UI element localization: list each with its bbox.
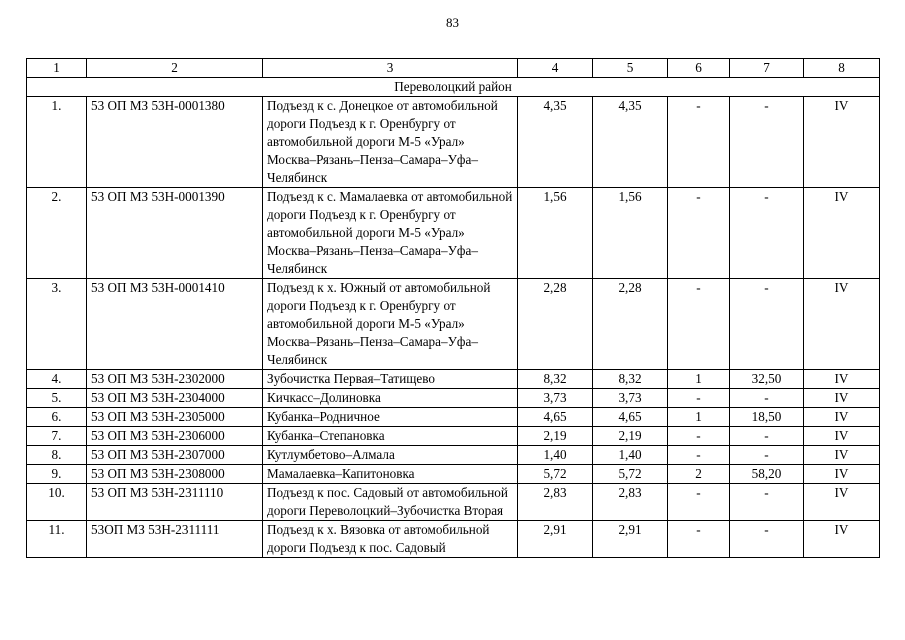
cell-col5: 2,28 bbox=[593, 279, 668, 370]
cell-col6: - bbox=[668, 97, 730, 188]
road-code: 53 ОП МЗ 53Н-2304000 bbox=[87, 389, 263, 408]
cell-col7: - bbox=[730, 427, 804, 446]
table-row bbox=[27, 370, 880, 389]
table-row bbox=[27, 427, 880, 446]
table-row bbox=[27, 521, 880, 558]
row-number: 8. bbox=[27, 446, 87, 465]
row-number: 11. bbox=[27, 521, 87, 558]
cell-col4: 3,73 bbox=[518, 389, 593, 408]
road-name: Мамалаевка–Капитоновка bbox=[263, 465, 518, 484]
row-number: 1. bbox=[27, 97, 87, 188]
cell-col4: 2,91 bbox=[518, 521, 593, 558]
cell-col5: 5,72 bbox=[593, 465, 668, 484]
row-number: 9. bbox=[27, 465, 87, 484]
cell-col8: IV bbox=[804, 521, 880, 558]
road-code: 53 ОП МЗ 53Н-2307000 bbox=[87, 446, 263, 465]
column-header: 8 bbox=[804, 59, 880, 78]
table-row bbox=[27, 446, 880, 465]
road-name: Кичкасс–Долиновка bbox=[263, 389, 518, 408]
cell-col7: 18,50 bbox=[730, 408, 804, 427]
page-number: 83 bbox=[446, 15, 459, 30]
cell-col6: - bbox=[668, 389, 730, 408]
row-number: 5. bbox=[27, 389, 87, 408]
road-code: 53ОП МЗ 53Н-2311111 bbox=[87, 521, 263, 558]
road-name: Подъезд к пос. Садовый от автомобильной дороги Переволоцкий–Зубочистка Вторая bbox=[263, 484, 518, 521]
cell-col4: 1,40 bbox=[518, 446, 593, 465]
cell-col5: 3,73 bbox=[593, 389, 668, 408]
road-name: Подъезд к х. Южный от автомобильной дороги Подъезд к г. Оренбургу от автомобильной дороги М-5 «Урал» Москва–Рязань–Пенза–Самара–Уфа–Челябинск bbox=[263, 279, 518, 370]
table-row bbox=[27, 188, 880, 279]
road-name: Зубочистка Первая–Татищево bbox=[263, 370, 518, 389]
cell-col5: 2,91 bbox=[593, 521, 668, 558]
cell-col5: 1,40 bbox=[593, 446, 668, 465]
cell-col7: - bbox=[730, 446, 804, 465]
road-code: 53 ОП МЗ 53Н-0001390 bbox=[87, 188, 263, 279]
road-code: 53 ОП МЗ 53Н-2302000 bbox=[87, 370, 263, 389]
table-row bbox=[27, 408, 880, 427]
cell-col5: 2,19 bbox=[593, 427, 668, 446]
cell-col8: IV bbox=[804, 370, 880, 389]
road-code: 53 ОП МЗ 53Н-2306000 bbox=[87, 427, 263, 446]
cell-col5: 1,56 bbox=[593, 188, 668, 279]
cell-col8: IV bbox=[804, 427, 880, 446]
column-header: 3 bbox=[263, 59, 518, 78]
row-number: 3. bbox=[27, 279, 87, 370]
road-name: Подъезд к с. Донецкое от автомобильной дороги Подъезд к г. Оренбургу от автомобильной дороги М-5 «Урал» Москва–Рязань–Пенза–Самара–Уфа–Челябинск bbox=[263, 97, 518, 188]
cell-col6: - bbox=[668, 188, 730, 279]
road-code: 53 ОП МЗ 53Н-2305000 bbox=[87, 408, 263, 427]
column-header: 7 bbox=[730, 59, 804, 78]
cell-col5: 4,35 bbox=[593, 97, 668, 188]
cell-col4: 5,72 bbox=[518, 465, 593, 484]
cell-col8: IV bbox=[804, 446, 880, 465]
cell-col7: - bbox=[730, 521, 804, 558]
cell-col6: 1 bbox=[668, 370, 730, 389]
cell-col4: 8,32 bbox=[518, 370, 593, 389]
road-name: Кутлумбетово–Алмала bbox=[263, 446, 518, 465]
table-row bbox=[27, 465, 880, 484]
header-row bbox=[27, 59, 880, 78]
table-row bbox=[27, 484, 880, 521]
road-name: Подъезд к х. Вязовка от автомобильной дороги Подъезд к пос. Садовый bbox=[263, 521, 518, 558]
cell-col8: IV bbox=[804, 97, 880, 188]
cell-col4: 4,35 bbox=[518, 97, 593, 188]
cell-col7: - bbox=[730, 389, 804, 408]
row-number: 7. bbox=[27, 427, 87, 446]
cell-col5: 4,65 bbox=[593, 408, 668, 427]
cell-col8: IV bbox=[804, 188, 880, 279]
road-name: Кубанка–Родничное bbox=[263, 408, 518, 427]
cell-col6: - bbox=[668, 279, 730, 370]
roads-table bbox=[26, 58, 880, 558]
cell-col5: 8,32 bbox=[593, 370, 668, 389]
table-row bbox=[27, 97, 880, 188]
cell-col7: - bbox=[730, 97, 804, 188]
cell-col6: - bbox=[668, 484, 730, 521]
region-row bbox=[27, 78, 880, 97]
road-code: 53 ОП МЗ 53Н-2308000 bbox=[87, 465, 263, 484]
cell-col5: 2,83 bbox=[593, 484, 668, 521]
cell-col4: 2,19 bbox=[518, 427, 593, 446]
column-header: 2 bbox=[87, 59, 263, 78]
cell-col6: - bbox=[668, 446, 730, 465]
cell-col7: 58,20 bbox=[730, 465, 804, 484]
cell-col4: 1,56 bbox=[518, 188, 593, 279]
cell-col7: - bbox=[730, 279, 804, 370]
cell-col7: - bbox=[730, 188, 804, 279]
cell-col4: 4,65 bbox=[518, 408, 593, 427]
table-row bbox=[27, 279, 880, 370]
cell-col8: IV bbox=[804, 408, 880, 427]
cell-col8: IV bbox=[804, 389, 880, 408]
cell-col7: - bbox=[730, 484, 804, 521]
column-header: 4 bbox=[518, 59, 593, 78]
cell-col6: 2 bbox=[668, 465, 730, 484]
cell-col7: 32,50 bbox=[730, 370, 804, 389]
cell-col6: - bbox=[668, 427, 730, 446]
cell-col6: - bbox=[668, 521, 730, 558]
road-name: Кубанка–Степановка bbox=[263, 427, 518, 446]
road-name: Подъезд к с. Мамалаевка от автомобильной дороги Подъезд к г. Оренбургу от автомобильной дороги М-5 «Урал» Москва–Рязань–Пенза–Самара–Уфа–Челябинск bbox=[263, 188, 518, 279]
column-header: 5 bbox=[593, 59, 668, 78]
cell-col8: IV bbox=[804, 484, 880, 521]
row-number: 6. bbox=[27, 408, 87, 427]
region-title: Переволоцкий район bbox=[27, 78, 880, 97]
row-number: 4. bbox=[27, 370, 87, 389]
column-header: 1 bbox=[27, 59, 87, 78]
cell-col6: 1 bbox=[668, 408, 730, 427]
road-code: 53 ОП МЗ 53Н-0001380 bbox=[87, 97, 263, 188]
road-code: 53 ОП МЗ 53Н-2311110 bbox=[87, 484, 263, 521]
cell-col8: IV bbox=[804, 279, 880, 370]
row-number: 2. bbox=[27, 188, 87, 279]
cell-col4: 2,28 bbox=[518, 279, 593, 370]
road-code: 53 ОП МЗ 53Н-0001410 bbox=[87, 279, 263, 370]
table-row bbox=[27, 389, 880, 408]
row-number: 10. bbox=[27, 484, 87, 521]
cell-col4: 2,83 bbox=[518, 484, 593, 521]
cell-col8: IV bbox=[804, 465, 880, 484]
column-header: 6 bbox=[668, 59, 730, 78]
